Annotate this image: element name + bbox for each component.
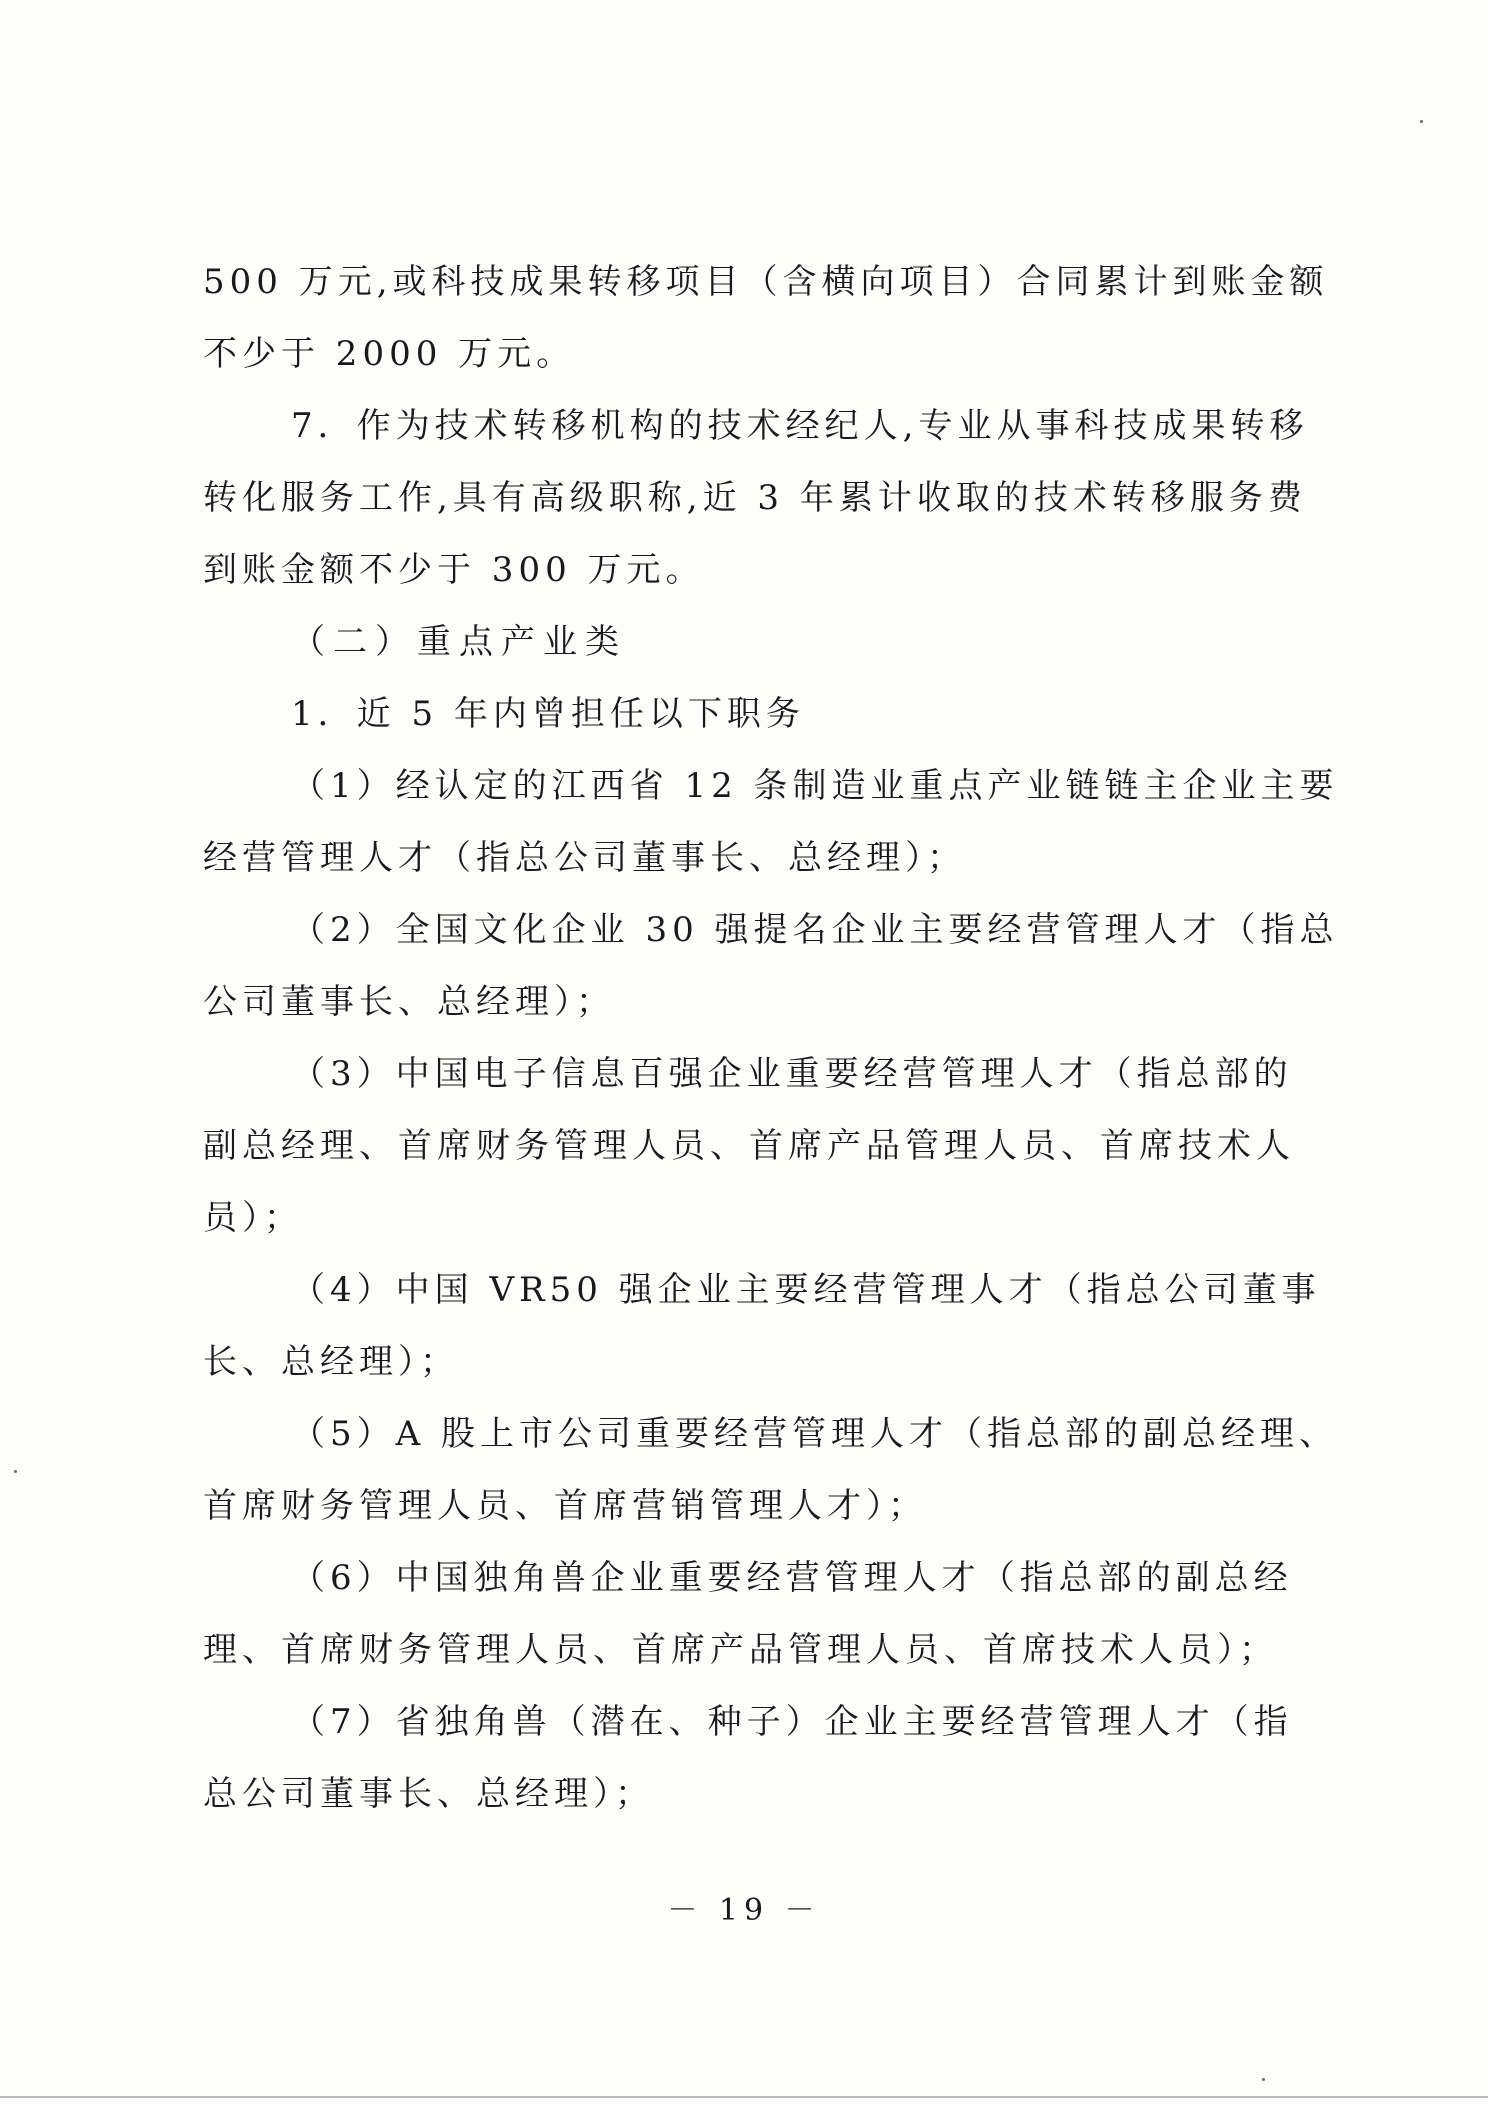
text-line: （1）经认定的江西省 12 条制造业重点产业链链主企业主要 bbox=[291, 766, 1339, 806]
page-number: － 19 － bbox=[667, 1893, 821, 1928]
scan-edge-line bbox=[0, 2096, 1488, 2098]
text-line: 长、总经理）； bbox=[203, 1342, 459, 1382]
section-heading: （二）重点产业类 bbox=[291, 622, 627, 662]
text-line: （3）中国电子信息百强企业重要经营管理人才（指总部的 bbox=[291, 1054, 1293, 1094]
text-line: （2）全国文化企业 30 强提名企业主要经营管理人才（指总 bbox=[291, 910, 1339, 950]
text-line: （6）中国独角兽企业重要经营管理人才（指总部的副总经 bbox=[291, 1558, 1293, 1598]
text-line: 转化服务工作,具有高级职称,近 3 年累计收取的技术转移服务费 bbox=[203, 478, 1307, 518]
scan-speck bbox=[1262, 2078, 1265, 2081]
text-line: 1．近 5 年内曾担任以下职务 bbox=[291, 694, 805, 734]
scan-speck bbox=[14, 1470, 17, 1473]
text-line: 总公司董事长、总经理）； bbox=[203, 1774, 654, 1814]
text-line: 副总经理、首席财务管理人员、首席产品管理人员、首席技术人 bbox=[203, 1126, 1295, 1166]
text-line: （7）省独角兽（潜在、种子）企业主要经营管理人才（指 bbox=[291, 1702, 1293, 1742]
scan-speck bbox=[1420, 120, 1423, 123]
text-line: 员）； bbox=[203, 1198, 303, 1238]
text-line: 到账金额不少于 300 万元。 bbox=[203, 550, 705, 590]
text-line: 7．作为技术转移机构的技术经纪人,专业从事科技成果转移 bbox=[291, 406, 1309, 446]
text-line: 理、首席财务管理人员、首席产品管理人员、首席技术人员）； bbox=[203, 1630, 1278, 1670]
text-line: 经营管理人才（指总公司董事长、总经理）； bbox=[203, 838, 966, 878]
body-text bbox=[203, 246, 1339, 1830]
text-line: （4）中国 VR50 强企业主要经营管理人才（指总公司董事 bbox=[291, 1270, 1321, 1310]
text-line: 不少于 2000 万元。 bbox=[203, 334, 576, 374]
text-line: 公司董事长、总经理）； bbox=[203, 982, 615, 1022]
text-line: （5）A 股上市公司重要经营管理人才（指总部的副总经理、 bbox=[291, 1414, 1338, 1454]
text-line: 500 万元,或科技成果转移项目（含横向项目）合同累计到账金额 bbox=[203, 262, 1329, 302]
text-line: 首席财务管理人员、首席营销管理人才）； bbox=[203, 1486, 927, 1526]
